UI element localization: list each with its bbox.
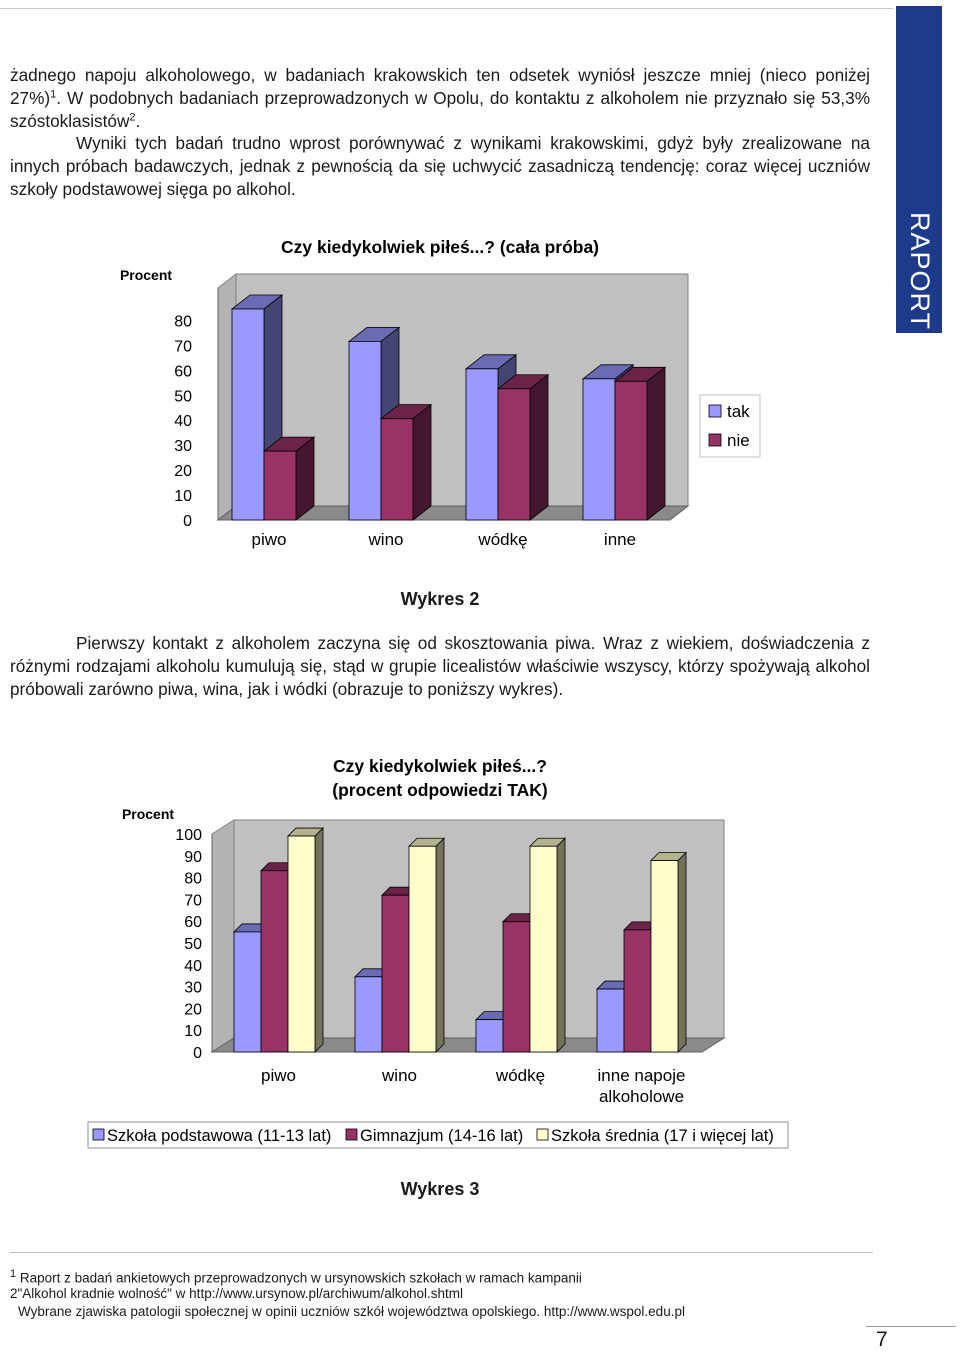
chart-2-legend-label: Szkoła podstawowa (11-13 lat) (107, 1127, 332, 1145)
chart-2-bar-2-wódkę (530, 838, 565, 1052)
chart-1-bar-nie-wódkę (498, 375, 548, 520)
chart-2-y-tick-label: 20 (184, 1001, 202, 1019)
chart-1-bar-nie-wódkę-side (530, 375, 548, 520)
chart-1-bar-nie-piwo-front (264, 451, 296, 520)
chart-2-bar-2-piwo (288, 828, 323, 1052)
chart-1-bar-nie-wino (381, 405, 431, 520)
chart-2-legend (88, 1122, 788, 1148)
chart-2-bar-2-wódkę-front (530, 846, 557, 1052)
chart-1-category-label: inne (603, 530, 637, 549)
chart-2-y-tick-label: 60 (184, 914, 202, 932)
chart-2-side-wall (212, 820, 234, 1052)
chart-1-bar-nie-piwo-side (296, 437, 314, 520)
chart-2-bar-1-piwo-front (261, 871, 288, 1052)
footnote-1 (10, 1266, 582, 1287)
paragraph-2-text: Pierwszy kontakt z alkoholem zaczyna się od skosztowania piwa. Wraz z wiekiem, doświadczenia z różnymi rodzajami alkoholu kumulują się, stąd w grupie licealistów właściwie wszyscy, którzy spożywają alkohol próbowali zarówno piwa, wina, jak i wódki (obrazuje to poniższy wykres). (10, 633, 870, 699)
chart-2-bar-2-wino (409, 838, 444, 1052)
sidebar-label: RAPORT (905, 212, 935, 331)
chart-2-bar-0-inne napoje-front (597, 989, 624, 1052)
chart-1-bar-nie-wódkę-front (498, 389, 530, 520)
chart-2-bar-2-wino-side (436, 838, 444, 1052)
chart-2-subtitle: (procent odpowiedzi TAK) (332, 780, 548, 800)
chart-1-legend-label: tak (727, 402, 750, 421)
chart-2-category-label-line2: alkoholowe (598, 1087, 685, 1106)
chart-1-y-tick-label: 0 (183, 513, 192, 530)
chart-2-bar-2-inne napoje-side (678, 853, 686, 1052)
chart-1-legend-label: nie (727, 431, 750, 450)
chart-1-y-tick-label: 20 (174, 463, 192, 481)
chart-2-legend-swatch (537, 1129, 548, 1140)
chart-2-ylabel: Procent (121, 806, 175, 822)
chart-2-y-tick-label: 100 (175, 827, 202, 844)
chart-1-y-tick-label: 50 (174, 388, 192, 406)
chart-2-title: Czy kiedykolwiek piłeś...? (333, 756, 547, 776)
chart-2-bar-0-piwo-front (234, 932, 261, 1052)
chart-1-legend (700, 395, 760, 457)
paragraph-1-line2: . W podobnych badaniach przeprowadzonych w Opolu, do kontaktu z alkoholem nie przyznało się 53,3% szóstoklasistów (10, 87, 870, 131)
chart-2-category-label: piwo (261, 1066, 296, 1085)
chart-2-y-ticks (175, 827, 202, 1062)
chart-1-y-tick-label: 70 (174, 338, 192, 356)
chart-2-bar-2-inne napoje-front (651, 861, 678, 1052)
chart-1-bar-nie-inne-front (615, 381, 647, 520)
chart-1-title: Czy kiedykolwiek piłeś...? (cała próba) (280, 237, 600, 257)
chart-2-categories (261, 1066, 685, 1106)
chart-2-bar-2-wino-front (409, 846, 436, 1052)
chart-1-bar-tak-inne-front (583, 379, 615, 520)
chart-2-y-tick-label: 90 (184, 848, 202, 866)
chart-1-bar-nie-inne (615, 367, 665, 520)
chart-1-y-tick-label: 80 (174, 313, 192, 331)
chart-2-legend-swatch (346, 1129, 357, 1140)
chart-1-y-tick-label: 30 (174, 438, 192, 456)
footnote-1-continued (10, 1286, 463, 1302)
chart-1-bar-nie-piwo (264, 437, 314, 520)
chart-2-category-label: inne napoje (597, 1066, 686, 1085)
chart-2-bar-1-inne napoje-front (624, 930, 651, 1052)
chart-2-y-tick-label: 40 (184, 957, 202, 975)
chart-1-y-tick-label: 60 (174, 363, 192, 381)
caption-chart-3: Wykres 3 (400, 1179, 480, 1199)
chart-1-category-label: wino (368, 530, 404, 549)
chart-1-ylabel: Procent (119, 267, 173, 283)
chart-1-bar-nie-wino-front (381, 419, 413, 520)
chart-2-legend-swatch (93, 1129, 104, 1140)
chart-2-bar-2-inne napoje (651, 853, 686, 1052)
chart-2-y-tick-label: 30 (184, 979, 202, 997)
page-number: 7 (876, 1328, 888, 1351)
footnote-2-text[interactable]: Wybrane zjawiska patologii społecznej w opinii uczniów szkół województwa opolskiego. http://www.wspol.edu.pl (18, 1304, 685, 1319)
chart-2-legend-label: Gimnazjum (14-16 lat) (360, 1127, 524, 1145)
footnote-2-number: 2 (10, 1286, 18, 1301)
chart-2-y-tick-label: 80 (184, 870, 202, 888)
chart-1-bar-nie-wino-side (413, 405, 431, 520)
footnote-2 (18, 1304, 685, 1320)
paragraph-1-line4: Wyniki tych badań trudno wprost porównywać z wynikami krakowskimi, gdyż były zrealizowane na innych próbach badawczych, jednak z pewnością da się uchwycić zasadniczą tendencję: coraz więcej uczniów szkoły podstawowej sięga po alkohol. (10, 133, 870, 199)
chart-1-bar-tak-wino-front (349, 341, 381, 520)
chart-2-bar-2-wódkę-side (557, 838, 565, 1052)
chart-2 (0, 740, 960, 1180)
chart-1-category-label: piwo (251, 530, 287, 549)
paragraph-1-line1: żadnego napoju alkoholowego, w badaniach krakowskich ten odsetek wyniósł jeszcze mniej (nieco poniżej 27%) (10, 65, 870, 108)
page-number-rule (866, 1326, 956, 1327)
chart-2-bar-2-piwo-front (288, 836, 315, 1052)
chart-1-bar-tak-wódkę-front (466, 369, 498, 520)
chart-2-y-tick-label: 10 (184, 1023, 202, 1041)
chart-2-bar-2-piwo-side (315, 828, 323, 1052)
chart-1-category-label: wódkę (478, 530, 528, 549)
chart-1-legend-swatch (709, 434, 721, 446)
chart-2-category-label: wódkę (495, 1066, 546, 1085)
chart-1-y-tick-label: 40 (174, 413, 192, 431)
footnote-rule (10, 1252, 873, 1253)
chart-2-bar-1-wódkę-front (503, 922, 530, 1052)
chart-2-bar-1-wino-front (382, 895, 409, 1052)
paragraph-1-line3: . (135, 110, 141, 131)
chart-1-bar-nie-inne-side (647, 367, 665, 520)
chart-2-bar-0-wódkę-front (476, 1020, 503, 1052)
chart-2-bar-0-wino-front (355, 977, 382, 1052)
chart-1-categories (252, 530, 637, 549)
chart-1-bar-tak-piwo-front (232, 309, 264, 520)
footnote-1-number: 1 (10, 1268, 17, 1280)
footnote-1-url-text[interactable]: "Alkohol kradnie wolność" w http://www.ursynow.pl/archiwum/alkohol.shtml (17, 1286, 464, 1301)
footnote-ref-2[interactable]: 2 (129, 110, 136, 123)
chart-1 (0, 0, 960, 560)
chart-1-y-tick-label: 10 (174, 488, 192, 506)
chart-2-y-tick-label: 0 (193, 1045, 202, 1062)
paragraph-2 (10, 632, 870, 700)
chart-2-legend-label: Szkoła średnia (17 i więcej lat) (551, 1127, 774, 1145)
chart-2-y-tick-label: 70 (184, 892, 202, 910)
footnote-ref-1[interactable]: 1 (50, 88, 57, 101)
chart-2-y-tick-label: 50 (184, 936, 202, 953)
caption-chart-2: Wykres 2 (400, 589, 480, 609)
chart-1-y-ticks (174, 313, 192, 530)
footnote-1-text: Raport z badań ankietowych przeprowadzonych w ursynowskich szkołach w ramach kampanii (19, 1270, 582, 1286)
chart-1-legend-swatch (709, 405, 721, 417)
chart-2-category-label: wino (382, 1066, 417, 1085)
